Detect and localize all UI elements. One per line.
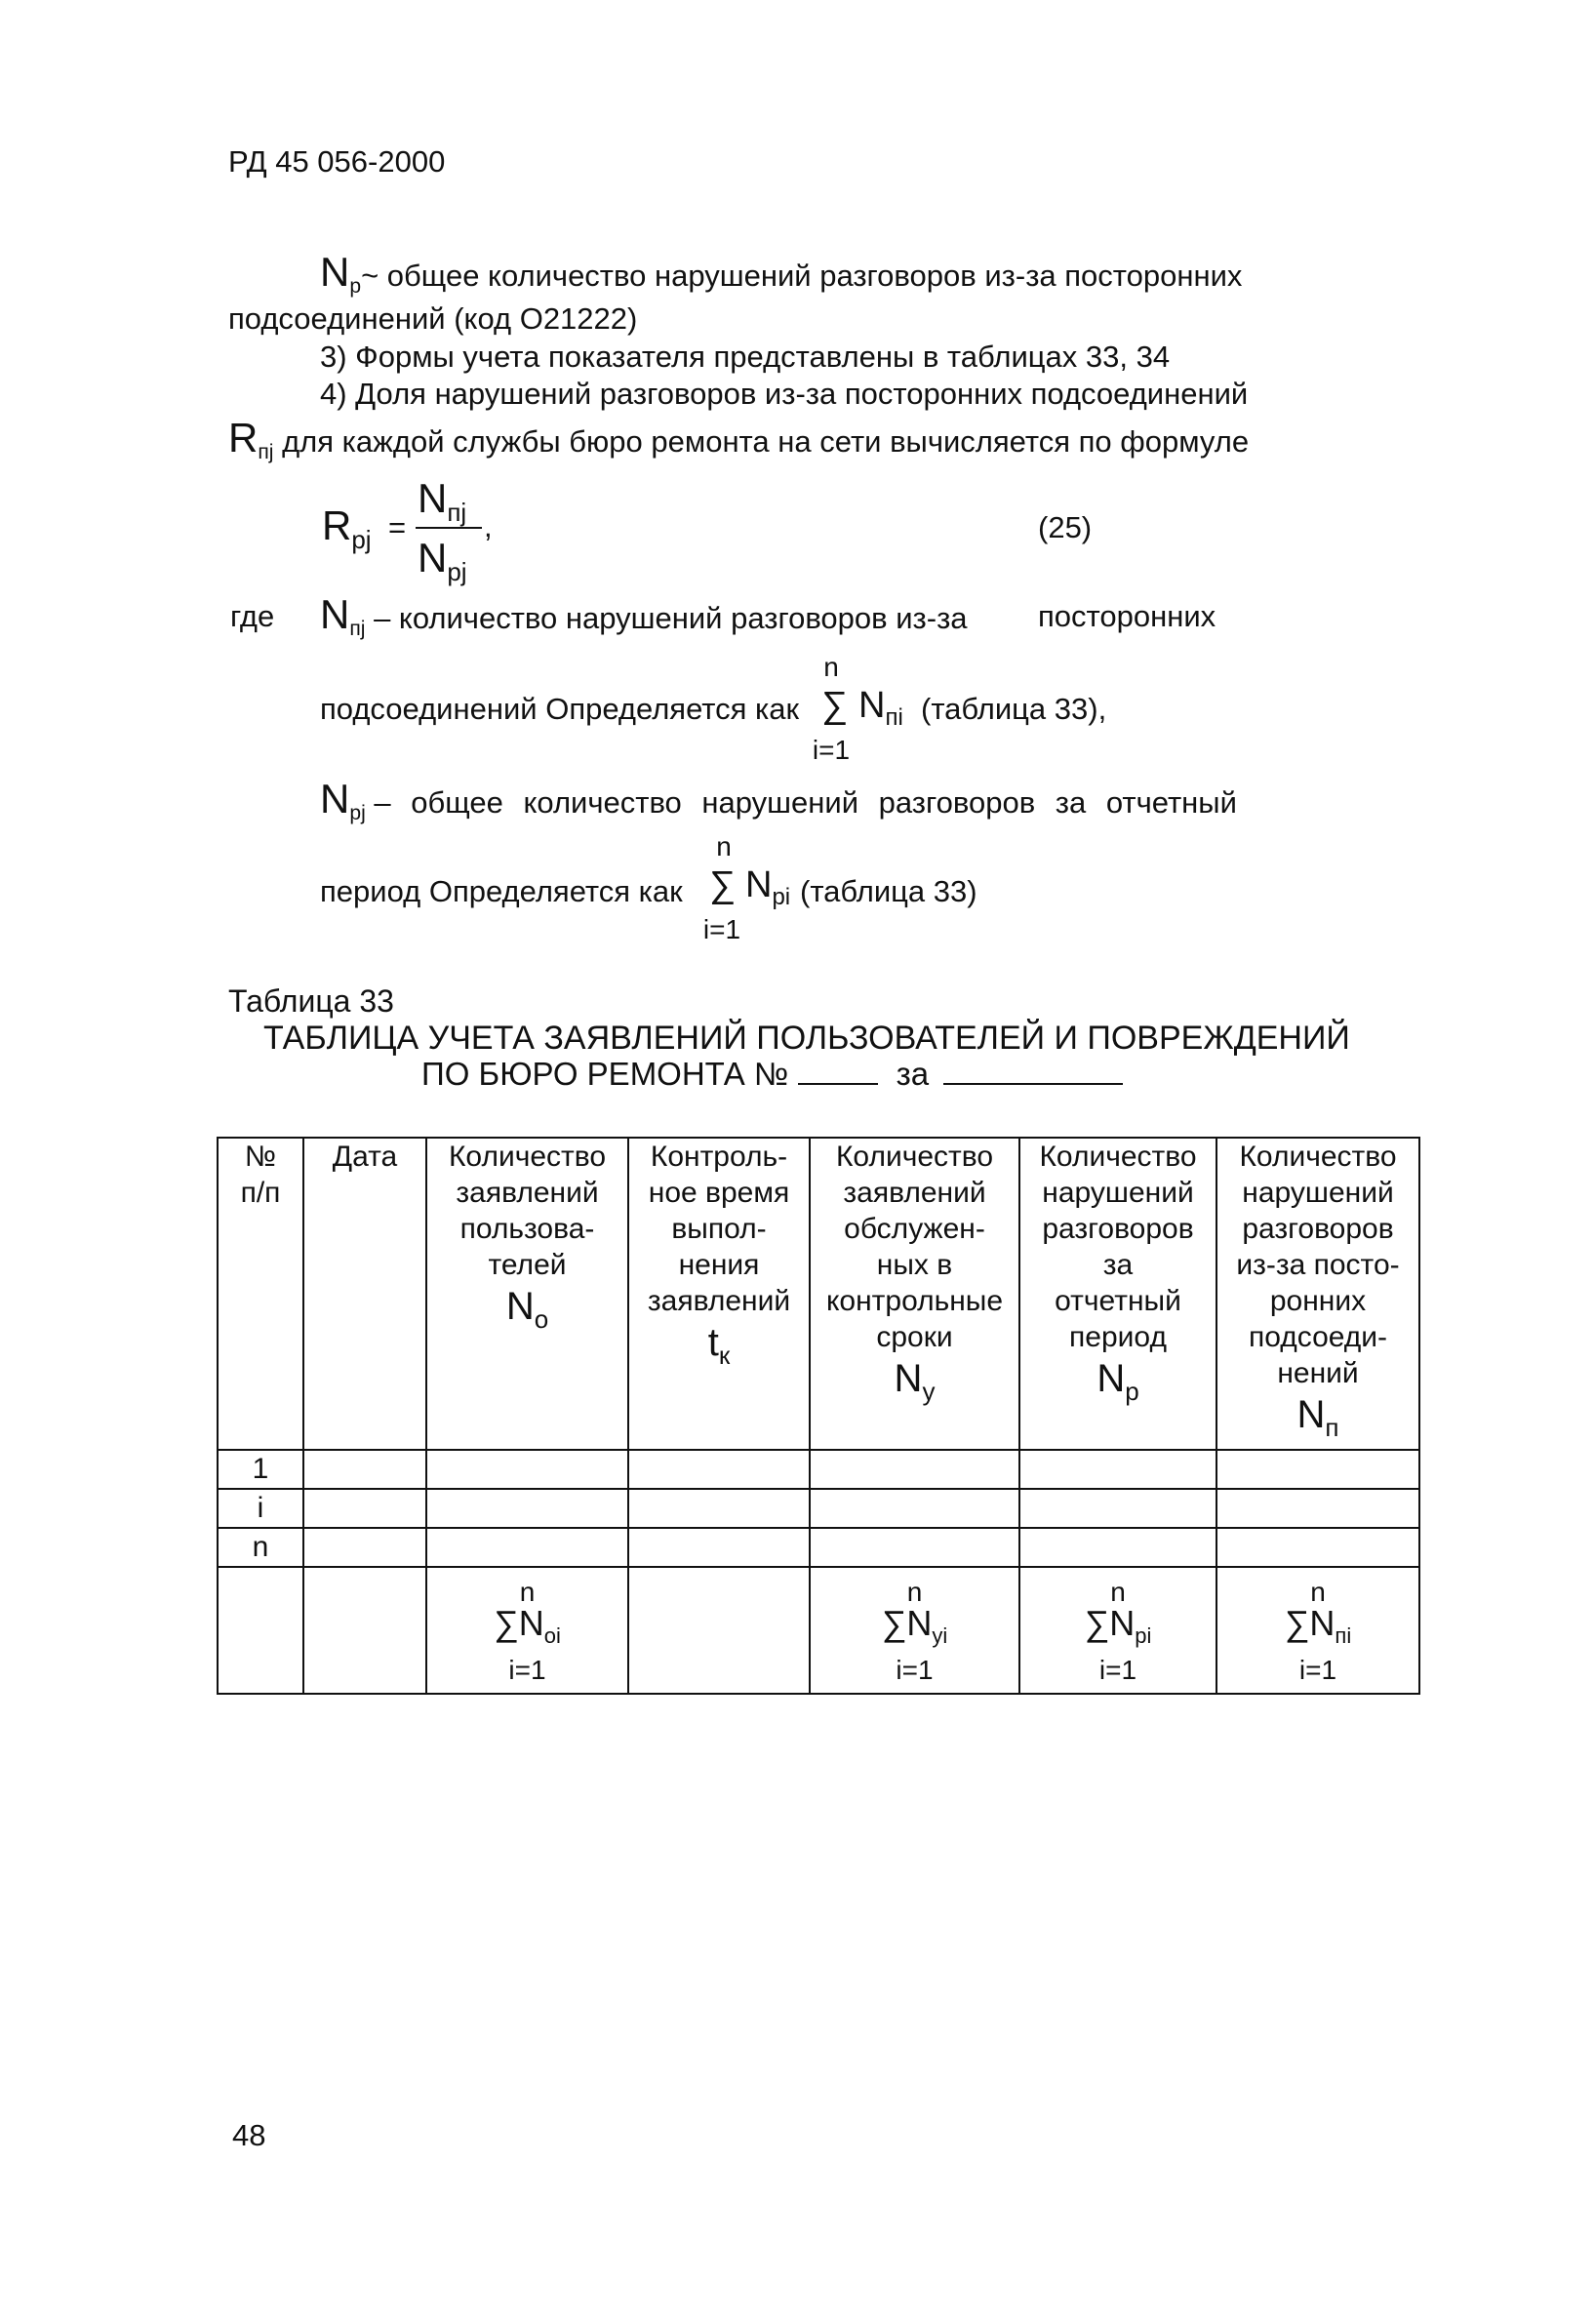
- header-cell: Количество нарушений разговоров из-за посто- ронних подсоеди- нений $N_п$: [1216, 1138, 1419, 1450]
- table-header-row: [218, 1138, 1419, 1450]
- np-sum-bottom: i=1: [702, 914, 741, 944]
- np-line2b: (таблица 33): [800, 874, 977, 908]
- np-sum-term: $N_{pi}$: [745, 864, 791, 911]
- np-desc-line2: подсоединений (код О21222): [228, 301, 638, 336]
- rn-desc: для каждой службы бюро ремонта на сети вычисляется по формуле: [282, 424, 1250, 459]
- nn-sum-sigma: ∑: [821, 685, 849, 726]
- formula-comma: ,: [484, 509, 493, 543]
- header-symbol: $N_п$: [1296, 1393, 1339, 1443]
- np-line2a: период Определяется как: [320, 874, 683, 908]
- np-sub: p: [349, 275, 362, 299]
- nn-line2a: подсоединений Определяется как: [320, 692, 800, 726]
- table-title-for: за: [896, 1056, 930, 1092]
- table-row: [218, 1528, 1419, 1567]
- header-cell: № п/п: [218, 1138, 303, 1450]
- nn-line2b: (таблица 33),: [921, 692, 1107, 726]
- sum-cell: n $\sum N_{уi}$ i=1: [810, 1567, 1019, 1694]
- nn-sum-term: $N_{пi}$: [858, 685, 903, 732]
- formula-numerator: $N_{пj}$: [418, 475, 467, 528]
- row-label: i: [218, 1489, 303, 1528]
- nn-definition: [320, 591, 968, 641]
- formula-number: (25): [1038, 510, 1093, 544]
- header-cell: Количество заявлений обслужен- ных в контрольные сроки $N_у$: [810, 1138, 1019, 1450]
- item-3: 3) Формы учета показателя представлены в таблицах 33, 34: [320, 340, 1171, 374]
- page-number: 48: [232, 2118, 266, 2152]
- rn-definition: [228, 415, 1250, 464]
- period-blank: [943, 1083, 1123, 1085]
- header-cell: Количество заявлений пользова- телей $N_о$: [426, 1138, 628, 1450]
- table-row: [218, 1450, 1419, 1489]
- header-symbol: $t_к$: [707, 1321, 731, 1371]
- rn-sub: пj: [258, 441, 274, 464]
- nn-sum-top: n: [823, 652, 839, 682]
- npj-definition: [320, 776, 1237, 825]
- row-label: n: [218, 1528, 303, 1567]
- table-row: [218, 1489, 1419, 1528]
- nn-sub: пj: [349, 618, 366, 641]
- table-label: Таблица 33: [228, 983, 394, 1019]
- header-cell: Количество нарушений разговоров за отчетный период $N_р$: [1019, 1138, 1216, 1450]
- where-label: где: [230, 599, 275, 633]
- header-cell: Контроль- ное время выпол- нения заявлений $t_к$: [628, 1138, 810, 1450]
- npj-symbol: N: [320, 776, 350, 821]
- npj-desc: – общее количество нарушений разговоров за отчетный: [374, 785, 1237, 820]
- nn-symbol: N: [320, 591, 350, 637]
- item-4: 4) Доля нарушений разговоров из-за посторонних подсоединений: [320, 377, 1249, 411]
- doc-code: РД 45 056-2000: [228, 144, 446, 179]
- rn-symbol: R: [228, 415, 259, 461]
- header-symbol: $N_у$: [894, 1357, 936, 1407]
- table-title-line2: [421, 1056, 1123, 1093]
- formula-denominator: $N_{pj}$: [418, 535, 467, 587]
- sum-cell: n $\sum N_{pi}$ i=1: [1019, 1567, 1216, 1694]
- nn-desc-tail: посторонних: [1038, 599, 1216, 633]
- header-symbol: $N_р$: [1097, 1357, 1139, 1407]
- np-sum-sigma: ∑: [709, 864, 737, 905]
- formula-fraction-bar: [416, 527, 482, 529]
- np-definition: [320, 249, 1243, 299]
- nn-desc: – количество нарушений разговоров из-за: [374, 601, 968, 635]
- sum-cell: n $\sum N_{пi}$ i=1: [1216, 1567, 1419, 1694]
- np-sum-top: n: [716, 831, 732, 861]
- formula-eq: =: [388, 510, 407, 544]
- accounting-table: [217, 1137, 1420, 1695]
- formula-lhs: $R_{pj}$: [322, 502, 372, 555]
- sum-cell: n $\sum N_{оi}$ i=1: [426, 1567, 628, 1694]
- bureau-number-blank: [798, 1083, 878, 1085]
- np-desc: ~ общее количество нарушений разговоров из-за посторонних: [361, 259, 1243, 293]
- table-title-line1: ТАБЛИЦА УЧЕТА ЗАЯВЛЕНИЙ ПОЛЬЗОВАТЕЛЕЙ И ПОВРЕЖДЕНИЙ: [263, 1020, 1350, 1057]
- row-label: 1: [218, 1450, 303, 1489]
- header-cell: Дата: [303, 1138, 426, 1450]
- nn-sum-bottom: i=1: [812, 735, 851, 765]
- npj-sub: pj: [349, 802, 366, 825]
- np-symbol: N: [320, 249, 350, 295]
- table-title-bureau: ПО БЮРО РЕМОНТА №: [421, 1056, 789, 1092]
- table-sum-row: [218, 1567, 1419, 1694]
- header-symbol: $N_о$: [505, 1285, 549, 1335]
